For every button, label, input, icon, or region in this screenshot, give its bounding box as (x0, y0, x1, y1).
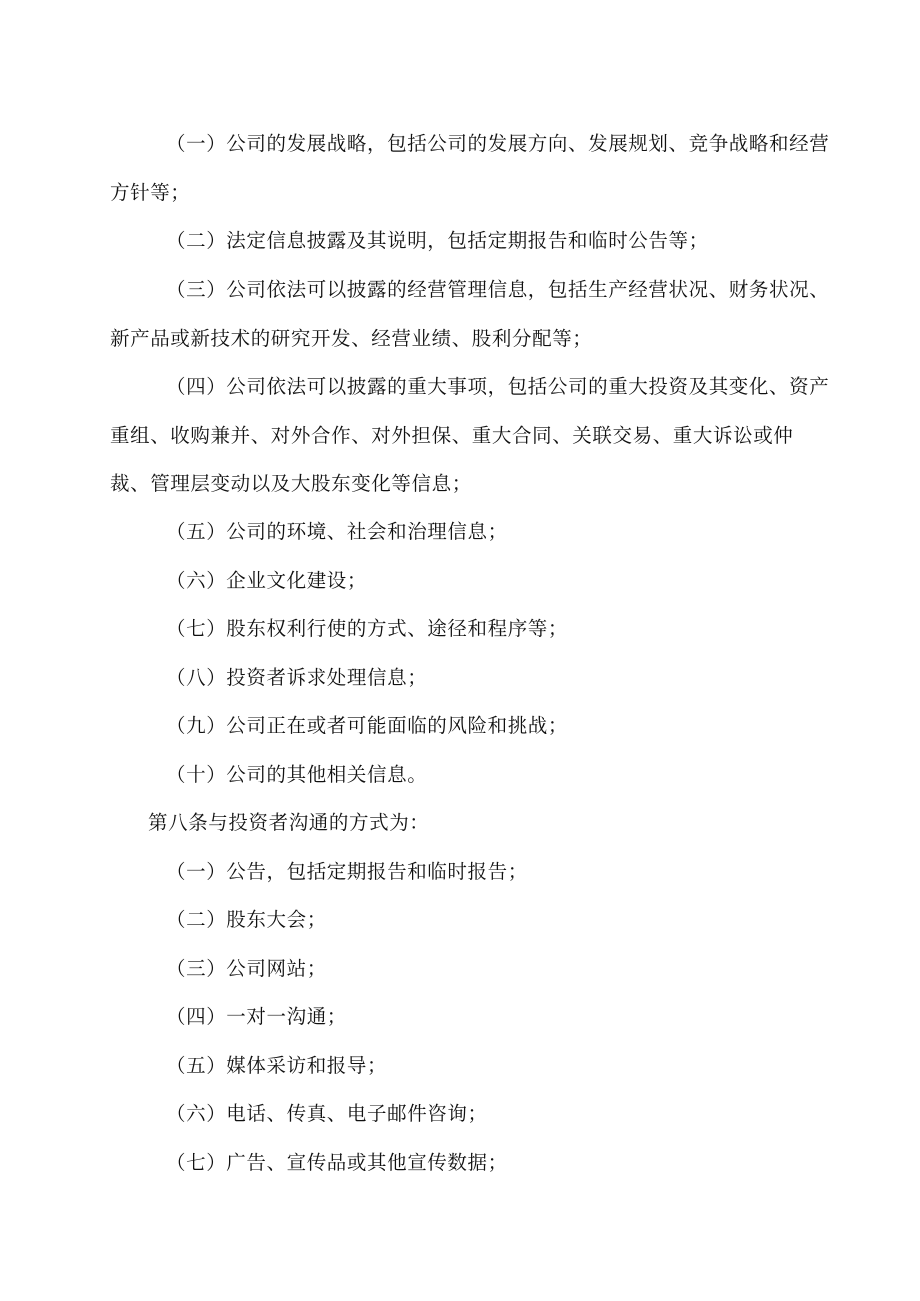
paragraph-culture: （六）企业文化建设； (166, 569, 368, 592)
paragraph-risks: （九）公司正在或者可能面临的风险和挑战； (166, 714, 569, 737)
paragraph-strategy: （一）公司的发展战略，包括公司的发展方向、发展规划、竞争战略和经营方针等； (110, 132, 830, 204)
paragraph-website: （三）公司网站； (166, 957, 327, 980)
paragraph-announcements: （一）公告，包括定期报告和临时报告； (166, 860, 528, 883)
paragraph-one-on-one: （四）一对一沟通； (166, 1005, 347, 1028)
paragraph-major-matters: （四）公司依法可以披露的重大事项，包括公司的重大投资及其变化、资产重组、收购兼并、对外合作、对外担保、重大合同、关联交易、重大诉讼或仲裁、管理层变动以及大股东变化等信息； (110, 375, 830, 495)
paragraph-other-info: （十）公司的其他相关信息。 (166, 763, 428, 786)
paragraph-media: （五）媒体采访和报导； (166, 1054, 388, 1077)
article-eight-heading: 第八条与投资者沟通的方式为： (148, 811, 430, 834)
paragraph-legal-disclosure: （二）法定信息披露及其说明，包括定期报告和临时公告等； (166, 229, 709, 252)
paragraph-esg: （五）公司的环境、社会和治理信息； (166, 520, 508, 543)
paragraph-operations-info: （三）公司依法可以披露的经营管理信息，包括生产经营状况、财务状况、新产品或新技术的研究开发、经营业绩、股利分配等； (110, 278, 830, 350)
paragraph-phone-fax-email: （六）电话、传真、电子邮件咨询； (166, 1102, 488, 1125)
paragraph-shareholder-rights: （七）股东权利行使的方式、途径和程序等； (166, 617, 569, 640)
paragraph-advertising: （七）广告、宣传品或其他宣传数据； (166, 1151, 508, 1174)
paragraph-shareholder-meeting: （二）股东大会； (166, 908, 327, 931)
paragraph-investor-appeals: （八）投资者诉求处理信息； (166, 666, 428, 689)
